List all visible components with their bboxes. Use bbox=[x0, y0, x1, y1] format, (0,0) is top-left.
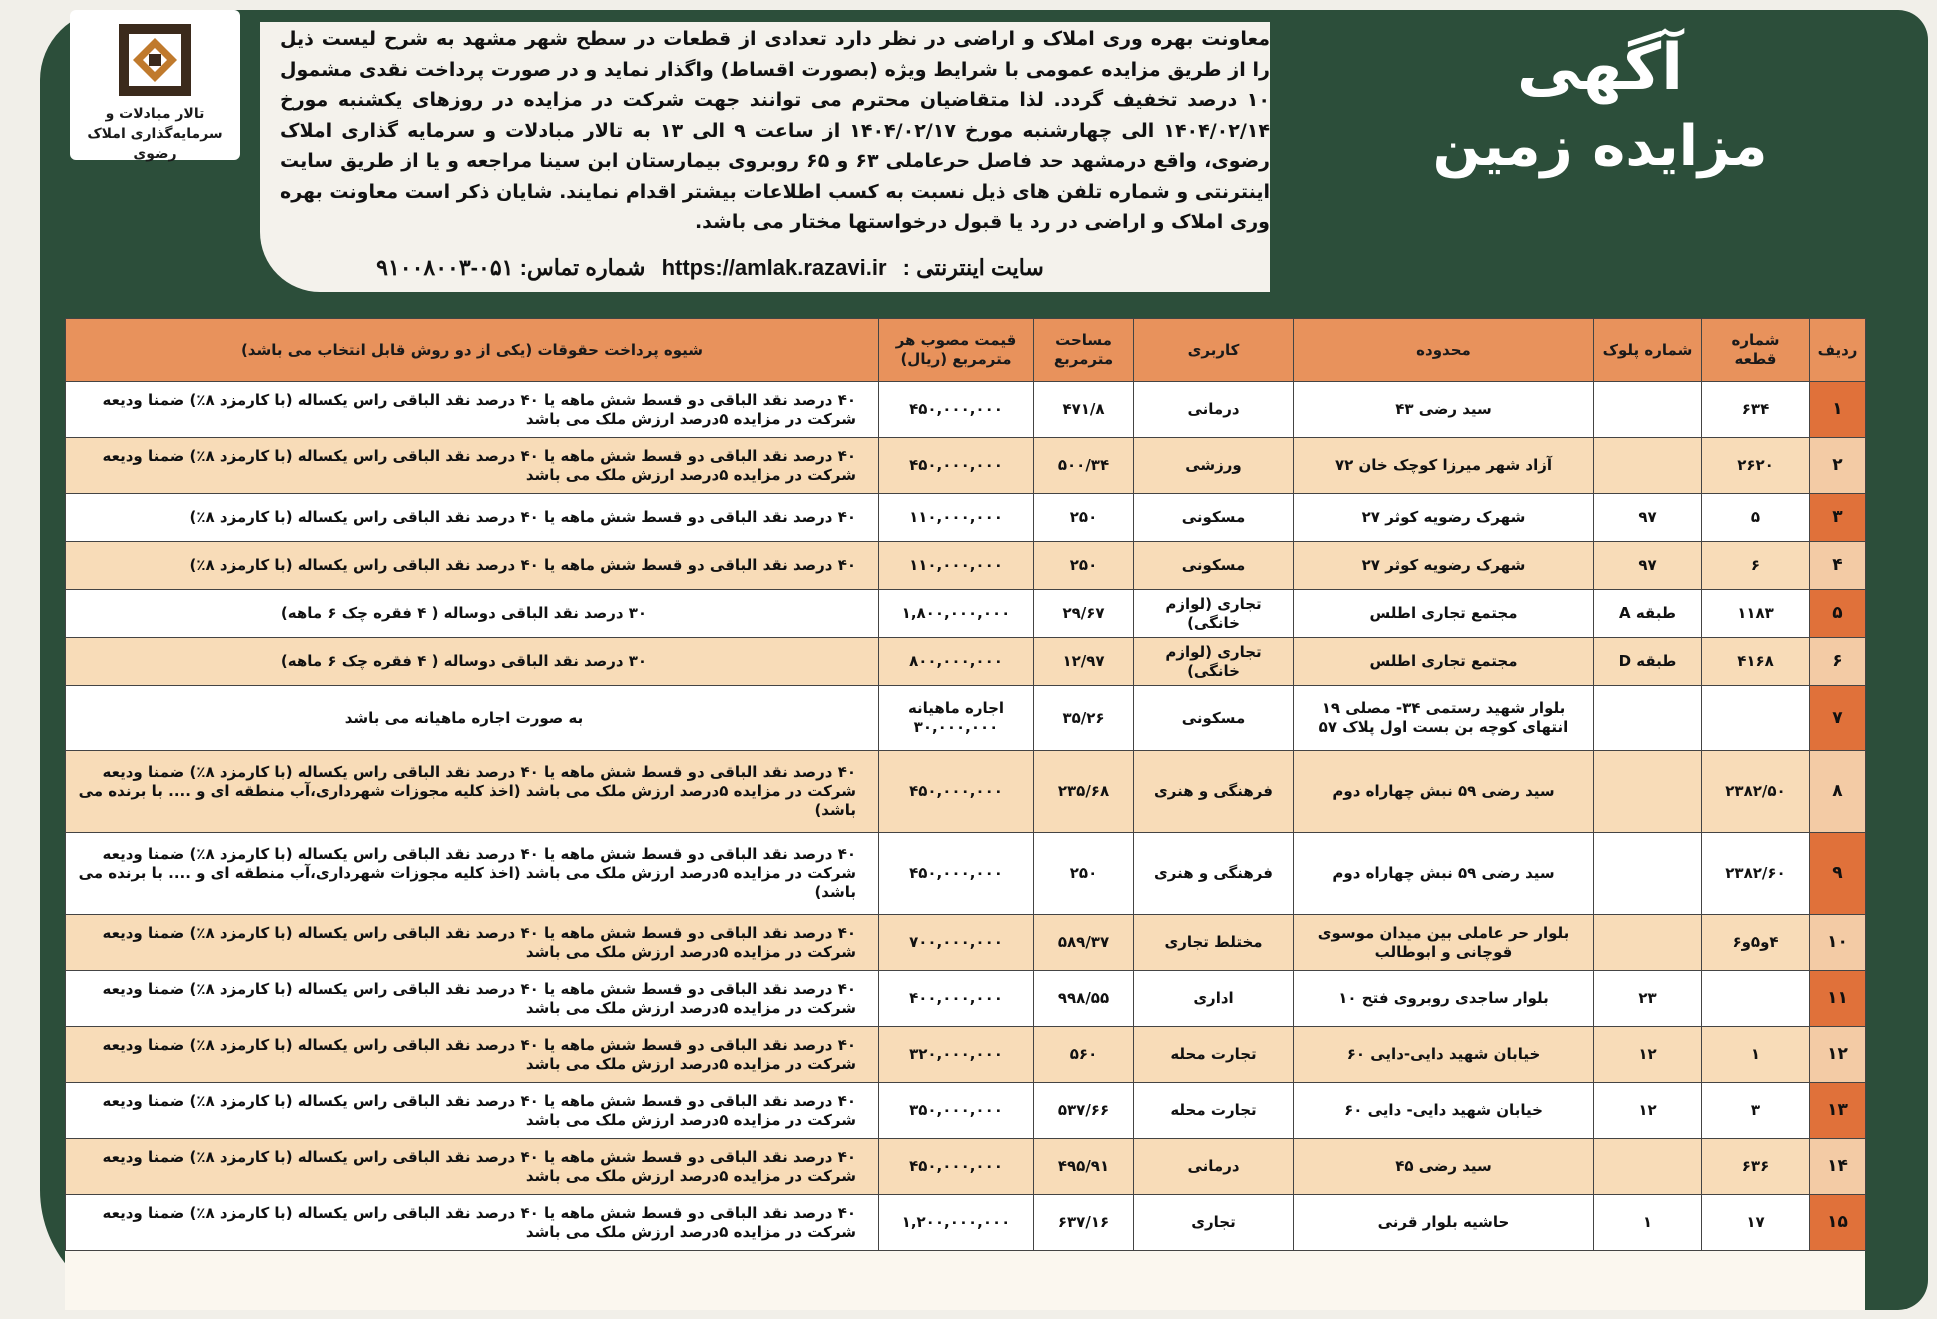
cell-usage: فرهنگی و هنری bbox=[1134, 751, 1294, 833]
table-row bbox=[66, 1139, 1866, 1195]
cell-price: ۳۵۰,۰۰۰,۰۰۰ bbox=[879, 1083, 1034, 1139]
cell-payment: ۴۰ درصد نقد الباقی دو قسط شش ماهه یا ۴۰ درصد نقد الباقی راس یکساله (با کارمزد ۸٪) ضمنا ودیعه شرکت در مزایده ۵درصد ارزش ملک می باشد (اخذ کلیه مجوزات شهرداری،آب منطقه ای و .... با برنده می باشد) bbox=[66, 751, 879, 833]
cell-size: ۲۳۵/۶۸ bbox=[1034, 751, 1134, 833]
table-row bbox=[66, 686, 1866, 751]
cell-usage: تجاری (لوازم خانگی) bbox=[1134, 590, 1294, 638]
cell-area: خیابان شهید دایی- دایی ۶۰ bbox=[1294, 1083, 1594, 1139]
table-row bbox=[66, 638, 1866, 686]
table-row bbox=[66, 1195, 1866, 1251]
cell-block bbox=[1594, 915, 1702, 971]
phone-number: ۰۵۱-۹۱۰۰۸۰۰۳ bbox=[376, 255, 514, 280]
cell-index: ۱۱ bbox=[1810, 971, 1866, 1027]
cell-payment: ۴۰ درصد نقد الباقی دو قسط شش ماهه یا ۴۰ درصد نقد الباقی راس یکساله (با کارمزد ۸٪) bbox=[66, 542, 879, 590]
header-cell: ردیف bbox=[1810, 319, 1866, 382]
cell-index: ۱۴ bbox=[1810, 1139, 1866, 1195]
table-row bbox=[66, 1027, 1866, 1083]
cell-size: ۳۵/۲۶ bbox=[1034, 686, 1134, 751]
cell-plot: ۶۳۶ bbox=[1702, 1139, 1810, 1195]
cell-size: ۵۰۰/۳۴ bbox=[1034, 438, 1134, 494]
cell-block bbox=[1594, 382, 1702, 438]
header-cell: محدوده bbox=[1294, 319, 1594, 382]
cell-usage: درمانی bbox=[1134, 382, 1294, 438]
cell-usage: تجاری (لوازم خانگی) bbox=[1134, 638, 1294, 686]
cell-size: ۴۷۱/۸ bbox=[1034, 382, 1134, 438]
cell-plot: ۵ bbox=[1702, 494, 1810, 542]
cell-usage: تجاری bbox=[1134, 1195, 1294, 1251]
table-row bbox=[66, 833, 1866, 915]
cell-block: ۹۷ bbox=[1594, 542, 1702, 590]
cell-block bbox=[1594, 686, 1702, 751]
cell-index: ۲ bbox=[1810, 438, 1866, 494]
cell-size: ۲۵۰ bbox=[1034, 833, 1134, 915]
cell-usage: مسکونی bbox=[1134, 686, 1294, 751]
header-cell: مساحت مترمربع bbox=[1034, 319, 1134, 382]
cell-block: ۱ bbox=[1594, 1195, 1702, 1251]
cell-plot: ۲۳۸۲/۶۰ bbox=[1702, 833, 1810, 915]
header-cell: شماره قطعه bbox=[1702, 319, 1810, 382]
cell-price: ۸۰۰,۰۰۰,۰۰۰ bbox=[879, 638, 1034, 686]
cell-block: طبقه A bbox=[1594, 590, 1702, 638]
cell-size: ۴۹۵/۹۱ bbox=[1034, 1139, 1134, 1195]
cell-plot: ۴و۵و۶ bbox=[1702, 915, 1810, 971]
cell-price: ۳۲۰,۰۰۰,۰۰۰ bbox=[879, 1027, 1034, 1083]
table-row bbox=[66, 542, 1866, 590]
table-row bbox=[66, 915, 1866, 971]
cell-payment: ۴۰ درصد نقد الباقی دو قسط شش ماهه یا ۴۰ درصد نقد الباقی راس یکساله (با کارمزد ۸٪) ضمنا ودیعه شرکت در مزایده ۵درصد ارزش ملک می باشد bbox=[66, 915, 879, 971]
cell-price: ۴۵۰,۰۰۰,۰۰۰ bbox=[879, 1139, 1034, 1195]
cell-size: ۱۲/۹۷ bbox=[1034, 638, 1134, 686]
cell-usage: ورزشی bbox=[1134, 438, 1294, 494]
logo-emblem-icon bbox=[115, 20, 195, 100]
logo-text bbox=[70, 104, 240, 164]
table-row bbox=[66, 590, 1866, 638]
cell-payment: ۴۰ درصد نقد الباقی دو قسط شش ماهه یا ۴۰ درصد نقد الباقی راس یکساله (با کارمزد ۸٪) ضمنا ودیعه شرکت در مزایده ۵درصد ارزش ملک می باشد (اخذ کلیه مجوزات شهرداری،آب منطقه ای و .... با برنده می باشد) bbox=[66, 833, 879, 915]
auction-table bbox=[65, 318, 1866, 1251]
cell-area: سید رضی ۴۳ bbox=[1294, 382, 1594, 438]
cell-area: بلوار حر عاملی بین میدان موسوی قوچانی و ابوطالب bbox=[1294, 915, 1594, 971]
cell-payment: ۴۰ درصد نقد الباقی دو قسط شش ماهه یا ۴۰ درصد نقد الباقی راس یکساله (با کارمزد ۸٪) ضمنا ودیعه شرکت در مزایده ۵درصد ارزش ملک می باشد bbox=[66, 1139, 879, 1195]
cell-area: شهرک رضویه کوثر ۲۷ bbox=[1294, 494, 1594, 542]
cell-size: ۲۹/۶۷ bbox=[1034, 590, 1134, 638]
cell-payment: به صورت اجاره ماهیانه می باشد bbox=[66, 686, 879, 751]
cell-index: ۸ bbox=[1810, 751, 1866, 833]
cell-index: ۱ bbox=[1810, 382, 1866, 438]
cell-plot bbox=[1702, 686, 1810, 751]
cell-block: ۲۳ bbox=[1594, 971, 1702, 1027]
cell-size: ۵۳۷/۶۶ bbox=[1034, 1083, 1134, 1139]
cell-usage: تجارت محله bbox=[1134, 1083, 1294, 1139]
cell-plot: ۳ bbox=[1702, 1083, 1810, 1139]
cell-size: ۲۵۰ bbox=[1034, 542, 1134, 590]
cell-plot: ۱۷ bbox=[1702, 1195, 1810, 1251]
title-line-1: آگهی bbox=[1516, 31, 1684, 105]
cell-plot: ۶۳۴ bbox=[1702, 382, 1810, 438]
cell-plot: ۲۳۸۲/۵۰ bbox=[1702, 751, 1810, 833]
site-label: سایت اینترنتی : bbox=[902, 255, 1044, 280]
cell-payment: ۴۰ درصد نقد الباقی دو قسط شش ماهه یا ۴۰ درصد نقد الباقی راس یکساله (با کارمزد ۸٪) ضمنا ودیعه شرکت در مزایده ۵درصد ارزش ملک می باشد bbox=[66, 1027, 879, 1083]
cell-block bbox=[1594, 751, 1702, 833]
title-line-2: مزایده زمین bbox=[1432, 114, 1768, 179]
site-url[interactable]: https://amlak.razavi.ir bbox=[661, 255, 887, 280]
cell-usage: تجارت محله bbox=[1134, 1027, 1294, 1083]
cell-payment: ۴۰ درصد نقد الباقی دو قسط شش ماهه یا ۴۰ درصد نقد الباقی راس یکساله (با کارمزد ۸٪) ضمنا ودیعه شرکت در مزایده ۵درصد ارزش ملک می باشد bbox=[66, 382, 879, 438]
cell-plot: ۶ bbox=[1702, 542, 1810, 590]
cell-price: ۷۰۰,۰۰۰,۰۰۰ bbox=[879, 915, 1034, 971]
cell-block bbox=[1594, 438, 1702, 494]
cell-payment: ۴۰ درصد نقد الباقی دو قسط شش ماهه یا ۴۰ درصد نقد الباقی راس یکساله (با کارمزد ۸٪) ضمنا ودیعه شرکت در مزایده ۵درصد ارزش ملک می باشد bbox=[66, 971, 879, 1027]
cell-block: طبقه D bbox=[1594, 638, 1702, 686]
cell-plot: ۴۱۶۸ bbox=[1702, 638, 1810, 686]
cell-area: مجتمع تجاری اطلس bbox=[1294, 590, 1594, 638]
cell-usage: مختلط تجاری bbox=[1134, 915, 1294, 971]
cell-price: ۱۱۰,۰۰۰,۰۰۰ bbox=[879, 542, 1034, 590]
header-cell: شیوه پرداخت حقوقات (یکی از دو روش قابل انتخاب می باشد) bbox=[66, 319, 879, 382]
cell-price: ۴۵۰,۰۰۰,۰۰۰ bbox=[879, 438, 1034, 494]
cell-area: خیابان شهید دایی-دایی ۶۰ bbox=[1294, 1027, 1594, 1083]
cell-area: آزاد شهر میرزا کوچک خان ۷۲ bbox=[1294, 438, 1594, 494]
cell-area: سید رضی ۵۹ نبش چهاراه دوم bbox=[1294, 833, 1594, 915]
cell-area: مجتمع تجاری اطلس bbox=[1294, 638, 1594, 686]
cell-index: ۳ bbox=[1810, 494, 1866, 542]
cell-index: ۹ bbox=[1810, 833, 1866, 915]
cell-plot: ۲۶۲۰ bbox=[1702, 438, 1810, 494]
cell-area: حاشیه بلوار قرنی bbox=[1294, 1195, 1594, 1251]
cell-price: ۴۵۰,۰۰۰,۰۰۰ bbox=[879, 751, 1034, 833]
cell-price: ۴۵۰,۰۰۰,۰۰۰ bbox=[879, 382, 1034, 438]
logo bbox=[70, 10, 240, 160]
cell-size: ۶۳۷/۱۶ bbox=[1034, 1195, 1134, 1251]
header-cell: کاربری bbox=[1134, 319, 1294, 382]
cell-index: ۶ bbox=[1810, 638, 1866, 686]
cell-payment: ۴۰ درصد نقد الباقی دو قسط شش ماهه یا ۴۰ درصد نقد الباقی راس یکساله (با کارمزد ۸٪) ضمنا ودیعه شرکت در مزایده ۵درصد ارزش ملک می باشد bbox=[66, 438, 879, 494]
cell-area: بلوار شهید رستمی ۳۴- مصلی ۱۹ انتهای کوچه بن بست اول پلاک ۵۷ bbox=[1294, 686, 1594, 751]
table-row bbox=[66, 971, 1866, 1027]
cell-payment: ۴۰ درصد نقد الباقی دو قسط شش ماهه یا ۴۰ درصد نقد الباقی راس یکساله (با کارمزد ۸٪) ضمنا ودیعه شرکت در مزایده ۵درصد ارزش ملک می باشد bbox=[66, 1195, 879, 1251]
cell-block: ۹۷ bbox=[1594, 494, 1702, 542]
cell-usage: اداری bbox=[1134, 971, 1294, 1027]
cell-payment: ۴۰ درصد نقد الباقی دو قسط شش ماهه یا ۴۰ درصد نقد الباقی راس یکساله (با کارمزد ۸٪) bbox=[66, 494, 879, 542]
cell-usage: درمانی bbox=[1134, 1139, 1294, 1195]
cell-price: ۱,۸۰۰,۰۰۰,۰۰۰ bbox=[879, 590, 1034, 638]
cell-size: ۹۹۸/۵۵ bbox=[1034, 971, 1134, 1027]
cell-size: ۵۶۰ bbox=[1034, 1027, 1134, 1083]
cell-plot: ۱ bbox=[1702, 1027, 1810, 1083]
header-cell: شماره پلوک bbox=[1594, 319, 1702, 382]
cell-block bbox=[1594, 1139, 1702, 1195]
cell-size: ۵۸۹/۳۷ bbox=[1034, 915, 1134, 971]
cell-index: ۱۵ bbox=[1810, 1195, 1866, 1251]
table-row bbox=[66, 494, 1866, 542]
phone-label: شماره تماس: bbox=[519, 255, 646, 280]
table-header-row bbox=[66, 319, 1866, 382]
intro-text: معاونت بهره وری املاک و اراضی در نظر دارد تعدادی از قطعات در سطح شهر مشهد به شرح لیست ذیل را از طریق مزایده عمومی با شرایط ویژه (بصورت اقساط) واگذار نماید و در صورت پرداخت نقدی مشمول ۱۰ درصد تخفیف گردد. لذا متقاضیان محترم می توانند جهت شرکت در مزایده در روزهای یکشنبه مورخ ۱۴۰۴/۰۲/۱۴ الی چهارشنبه مورخ ۱۴۰۴/۰۲/۱۷ از ساعت ۹ الی ۱۳ به تالار مبادلات و سرمایه گذاری املاک رضوی، واقع درمشهد حد فاصل حرعاملی ۶۳ و ۶۵ روبروی بیمارستان ابن سینا مراجعه و یا از طریق سایت اینترنتی و شماره تلفن های ذیل نسبت به کسب اطلاعات بیشتر اقدام نمایند. شایان ذکر است معاونت بهره وری املاک و اراضی در رد یا قبول درخواستها مختار می باشد. bbox=[280, 28, 1270, 233]
cell-index: ۱۰ bbox=[1810, 915, 1866, 971]
cell-usage: مسکونی bbox=[1134, 494, 1294, 542]
cell-block: ۱۲ bbox=[1594, 1083, 1702, 1139]
cell-area: شهرک رضویه کوثر ۲۷ bbox=[1294, 542, 1594, 590]
ad-title bbox=[1420, 28, 1780, 186]
logo-text-line: سرمایه‌گذاری املاک رضوی bbox=[87, 126, 223, 162]
cell-index: ۱۳ bbox=[1810, 1083, 1866, 1139]
cell-area: سید رضی ۵۹ نبش چهاراه دوم bbox=[1294, 751, 1594, 833]
table-row bbox=[66, 1083, 1866, 1139]
contact-line bbox=[260, 250, 1160, 286]
cell-block bbox=[1594, 833, 1702, 915]
cell-block: ۱۲ bbox=[1594, 1027, 1702, 1083]
cell-usage: مسکونی bbox=[1134, 542, 1294, 590]
cell-payment: ۴۰ درصد نقد الباقی دو قسط شش ماهه یا ۴۰ درصد نقد الباقی راس یکساله (با کارمزد ۸٪) ضمنا ودیعه شرکت در مزایده ۵درصد ارزش ملک می باشد bbox=[66, 1083, 879, 1139]
cell-area: بلوار ساجدی روبروی فتح ۱۰ bbox=[1294, 971, 1594, 1027]
cell-price: ۴۰۰,۰۰۰,۰۰۰ bbox=[879, 971, 1034, 1027]
cell-area: سید رضی ۴۵ bbox=[1294, 1139, 1594, 1195]
auction-table-wrapper bbox=[65, 318, 1865, 1310]
header-cell: قیمت مصوب هر مترمربع (ریال) bbox=[879, 319, 1034, 382]
cell-index: ۵ bbox=[1810, 590, 1866, 638]
cell-price: اجاره ماهیانه ۳۰,۰۰۰,۰۰۰ bbox=[879, 686, 1034, 751]
cell-payment: ۳۰ درصد نقد الباقی دوساله ( ۴ فقره چک ۶ ماهه) bbox=[66, 638, 879, 686]
table-row bbox=[66, 382, 1866, 438]
cell-index: ۴ bbox=[1810, 542, 1866, 590]
cell-plot bbox=[1702, 971, 1810, 1027]
cell-price: ۴۵۰,۰۰۰,۰۰۰ bbox=[879, 833, 1034, 915]
table-row bbox=[66, 751, 1866, 833]
cell-price: ۱,۲۰۰,۰۰۰,۰۰۰ bbox=[879, 1195, 1034, 1251]
intro-panel bbox=[260, 22, 1270, 292]
table-row bbox=[66, 438, 1866, 494]
logo-text-line: تالار مبادلات و bbox=[105, 106, 205, 122]
cell-usage: فرهنگی و هنری bbox=[1134, 833, 1294, 915]
cell-index: ۷ bbox=[1810, 686, 1866, 751]
cell-plot: ۱۱۸۳ bbox=[1702, 590, 1810, 638]
cell-index: ۱۲ bbox=[1810, 1027, 1866, 1083]
cell-size: ۲۵۰ bbox=[1034, 494, 1134, 542]
cell-payment: ۳۰ درصد نقد الباقی دوساله ( ۴ فقره چک ۶ ماهه) bbox=[66, 590, 879, 638]
cell-price: ۱۱۰,۰۰۰,۰۰۰ bbox=[879, 494, 1034, 542]
